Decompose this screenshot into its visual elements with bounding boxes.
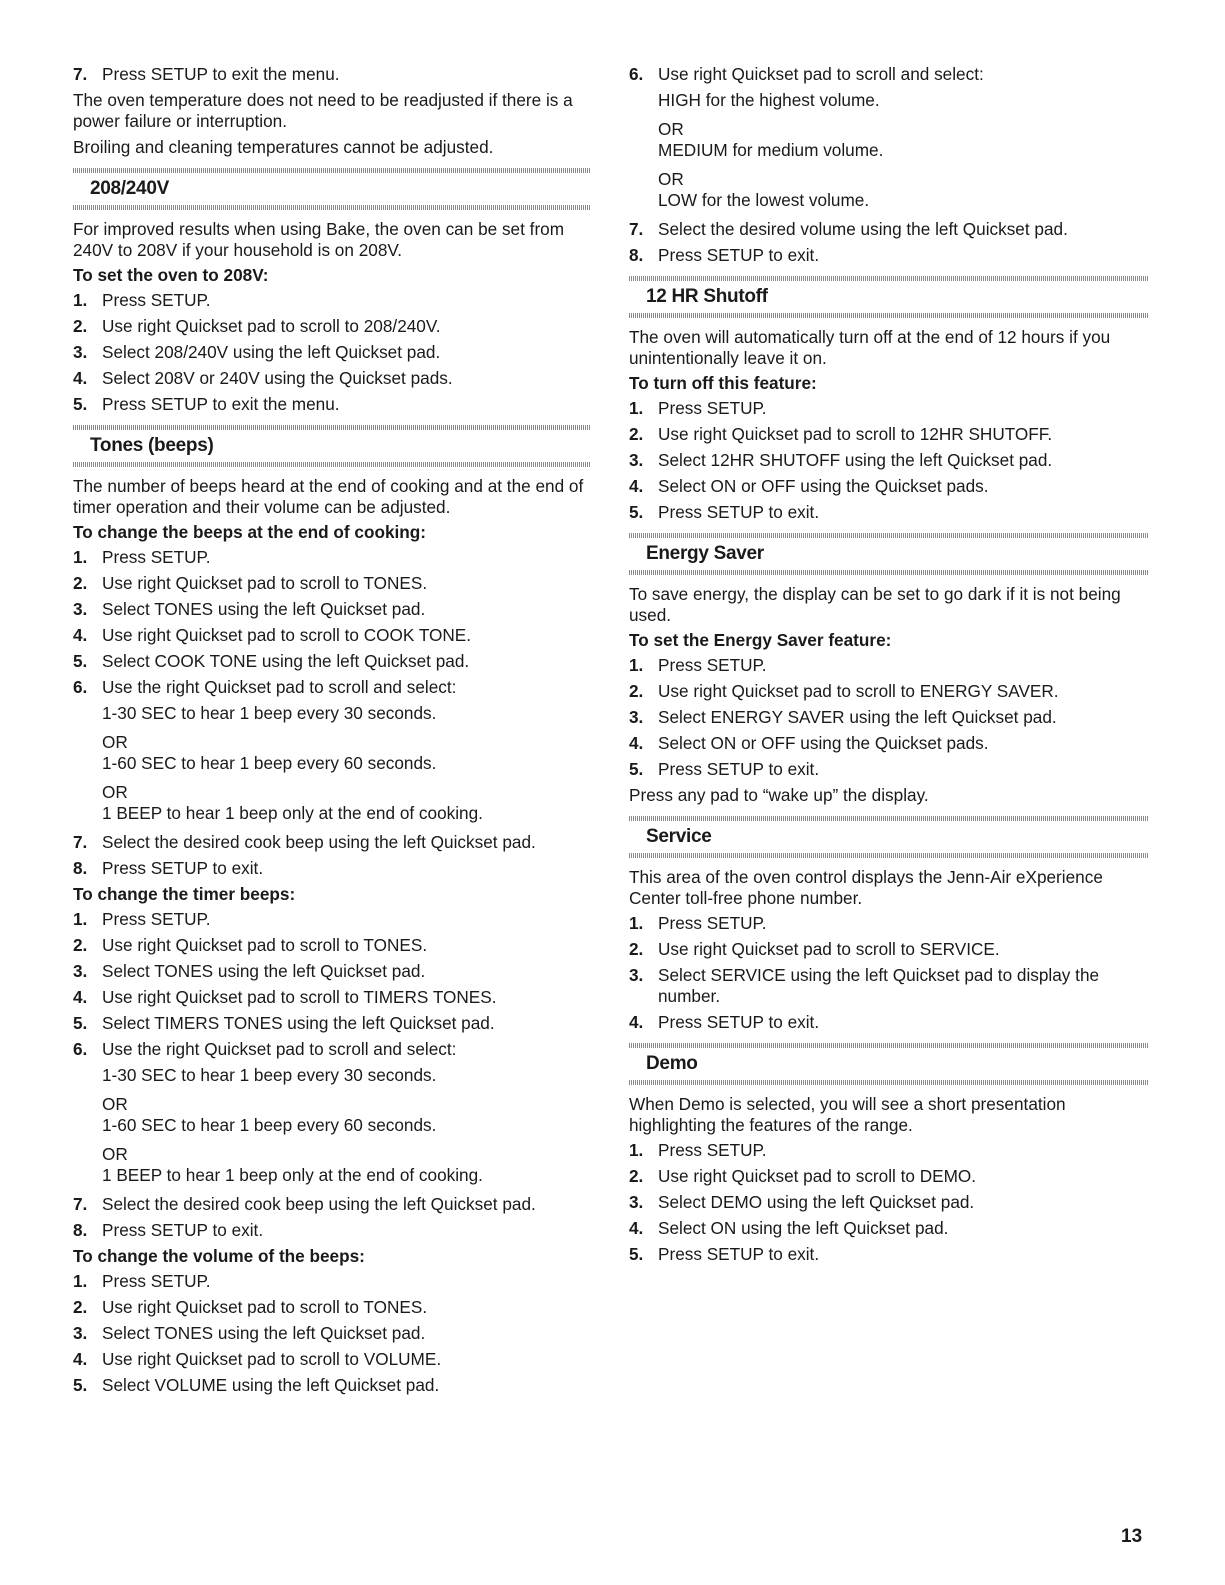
- subheading: To change the beeps at the end of cooking:: [73, 522, 427, 542]
- step-number: 5.: [73, 651, 88, 671]
- step-text: Select TONES using the left Quickset pad.: [102, 961, 426, 981]
- step-text: Press SETUP to exit.: [658, 502, 820, 522]
- option-item: [658, 169, 1149, 211]
- step-number: 5.: [629, 759, 644, 779]
- section-intro: This area of the oven control displays the Jenn-Air eXperience Center toll-free phone number.: [629, 867, 1103, 908]
- step-number: 3.: [73, 1323, 88, 1343]
- step-text: Select 208V or 240V using the Quickset pads.: [102, 368, 453, 388]
- step-text: Press SETUP.: [102, 290, 211, 310]
- list-item: [73, 1039, 591, 1060]
- list-item: [73, 625, 591, 646]
- step-number: 7.: [73, 1194, 88, 1214]
- step-text: Use right Quickset pad to scroll to DEMO.: [658, 1166, 977, 1186]
- list-item: [73, 935, 591, 956]
- list-item: [629, 1140, 1149, 1161]
- step-number: 2.: [629, 424, 644, 444]
- step-number: 7.: [73, 64, 88, 84]
- step-number: 3.: [629, 965, 644, 985]
- list-item: [629, 398, 1149, 419]
- divider: [629, 313, 1149, 318]
- step-number: 1.: [73, 547, 88, 567]
- step-text: Use right Quickset pad to scroll to TONES.: [102, 1297, 428, 1317]
- section-intro: To save energy, the display can be set to go dark if it is not being used.: [629, 584, 1121, 625]
- list-item: [629, 476, 1149, 497]
- divider: [629, 1080, 1149, 1085]
- list-item: [629, 502, 1149, 523]
- option-item: [102, 782, 591, 824]
- step-number: 5.: [629, 1244, 644, 1264]
- step-number: 4.: [73, 987, 88, 1007]
- list-item: [73, 1349, 591, 1370]
- step-number: 3.: [629, 1192, 644, 1212]
- subheading: To turn off this feature:: [629, 373, 817, 393]
- step-text: Select TONES using the left Quickset pad.: [102, 1323, 426, 1343]
- step-text: Press SETUP.: [658, 1140, 767, 1160]
- option-text: 1-30 SEC to hear 1 beep every 30 seconds.: [102, 1065, 437, 1085]
- step-number: 3.: [73, 599, 88, 619]
- list-item: [73, 1271, 591, 1292]
- or-label: OR: [102, 1094, 128, 1114]
- option-text: 1-60 SEC to hear 1 beep every 60 seconds.: [102, 753, 437, 773]
- page-number: 13: [1121, 1526, 1143, 1547]
- option-item: [102, 1144, 591, 1186]
- step-number: 1.: [629, 913, 644, 933]
- section-header-demo: [629, 1043, 1149, 1085]
- step-text: Select ENERGY SAVER using the left Quickset pad.: [658, 707, 1057, 727]
- paragraph: Broiling and cleaning temperatures cannot be adjusted.: [73, 137, 494, 157]
- list-item: [73, 1194, 591, 1215]
- step-number: 3.: [629, 450, 644, 470]
- step-text: Use the right Quickset pad to scroll and select:: [102, 677, 457, 697]
- step-text: Select COOK TONE using the left Quickset pad.: [102, 651, 470, 671]
- step-number: 3.: [73, 342, 88, 362]
- step-text: Use right Quickset pad to scroll to TONES.: [102, 935, 428, 955]
- list-item: [629, 733, 1149, 754]
- list-item: [629, 965, 1149, 1007]
- list-item: [73, 290, 591, 311]
- list-item: [73, 1013, 591, 1034]
- step-number: 1.: [73, 1271, 88, 1291]
- step-number: 2.: [629, 939, 644, 959]
- step-text: Use right Quickset pad to scroll to TONES.: [102, 573, 428, 593]
- step-text: Select SERVICE using the left Quickset pad to display the number.: [658, 965, 1100, 1006]
- step-text: Select the desired volume using the left Quickset pad.: [658, 219, 1068, 239]
- or-label: OR: [658, 119, 684, 139]
- step-text: Use the right Quickset pad to scroll and select:: [102, 1039, 457, 1059]
- step-text: Press SETUP.: [658, 398, 767, 418]
- list-item: [73, 573, 591, 594]
- step-number: 4.: [73, 368, 88, 388]
- list-item: [73, 342, 591, 363]
- divider: [73, 205, 591, 210]
- section-header-service: [629, 816, 1149, 858]
- list-item: [73, 858, 591, 879]
- step-number: 1.: [73, 290, 88, 310]
- divider: [629, 570, 1149, 575]
- step-number: 1.: [629, 398, 644, 418]
- right-column: [629, 64, 1149, 1270]
- step-number: 4.: [629, 1218, 644, 1238]
- list-item: [73, 651, 591, 672]
- step-number: 4.: [73, 625, 88, 645]
- step-number: 5.: [73, 394, 88, 414]
- step-text: Use right Quickset pad to scroll to VOLUME.: [102, 1349, 442, 1369]
- step-number: 2.: [629, 1166, 644, 1186]
- step-number: 5.: [73, 1013, 88, 1033]
- step-text: Use right Quickset pad to scroll and select:: [658, 64, 984, 84]
- section-intro: The number of beeps heard at the end of cooking and at the end of timer operation and their volume can be adjusted.: [73, 476, 584, 517]
- step-number: 8.: [73, 858, 88, 878]
- list-item: [629, 219, 1149, 240]
- list-item: [73, 394, 591, 415]
- step-number: 5.: [629, 502, 644, 522]
- step-text: Select the desired cook beep using the left Quickset pad.: [102, 1194, 536, 1214]
- step-text: Press SETUP.: [102, 909, 211, 929]
- or-label: OR: [102, 732, 128, 752]
- subheading: To set the Energy Saver feature:: [629, 630, 892, 650]
- section-header-12hr-shutoff: [629, 276, 1149, 318]
- step-text: Use right Quickset pad to scroll to ENERGY SAVER.: [658, 681, 1059, 701]
- option-text: MEDIUM for medium volume.: [658, 140, 884, 160]
- section-title: 208/240V: [90, 178, 169, 199]
- list-item: [73, 987, 591, 1008]
- step-text: Select TIMERS TONES using the left Quickset pad.: [102, 1013, 495, 1033]
- step-text: Use right Quickset pad to scroll to COOK TONE.: [102, 625, 472, 645]
- step-number: 4.: [629, 1012, 644, 1032]
- step-number: 5.: [73, 1375, 88, 1395]
- list-item: [73, 1323, 591, 1344]
- step-number: 6.: [73, 677, 88, 697]
- step-number: 4.: [73, 1349, 88, 1369]
- step-text: Select ON using the left Quickset pad.: [658, 1218, 949, 1238]
- step-text: Press SETUP.: [102, 1271, 211, 1291]
- section-title: Energy Saver: [646, 543, 764, 564]
- step-number: 2.: [73, 573, 88, 593]
- step-number: 4.: [629, 733, 644, 753]
- option-text: LOW for the lowest volume.: [658, 190, 870, 210]
- step-text: Press SETUP to exit the menu.: [102, 64, 340, 84]
- step-text: Select ON or OFF using the Quickset pads.: [658, 476, 989, 496]
- section-intro: The oven will automatically turn off at the end of 12 hours if you unintentionally leave it on.: [629, 327, 1111, 368]
- list-item: [629, 707, 1149, 728]
- paragraph: The oven temperature does not need to be readjusted if there is a power failure or interruption.: [73, 90, 573, 131]
- or-label: OR: [102, 1144, 128, 1164]
- step-text: Select ON or OFF using the Quickset pads.: [658, 733, 989, 753]
- steps-list: [73, 290, 591, 415]
- step-number: 4.: [629, 476, 644, 496]
- list-item: [73, 1375, 591, 1396]
- subheading: To change the volume of the beeps:: [73, 1246, 365, 1266]
- step-number: 6.: [73, 1039, 88, 1059]
- section-title: Service: [646, 826, 712, 847]
- step-number: 1.: [629, 1140, 644, 1160]
- section-intro: When Demo is selected, you will see a short presentation highlighting the features of the range.: [629, 1094, 1066, 1135]
- step-text: Select VOLUME using the left Quickset pad.: [102, 1375, 440, 1395]
- step-text: Press SETUP to exit the menu.: [102, 394, 340, 414]
- left-column: [73, 64, 591, 1401]
- step-text: Press SETUP to exit.: [102, 858, 264, 878]
- list-item: [629, 681, 1149, 702]
- step-text: Press SETUP to exit.: [658, 1244, 820, 1264]
- step-text: Press SETUP.: [658, 913, 767, 933]
- step-text: Select 208/240V using the left Quickset pad.: [102, 342, 441, 362]
- or-label: OR: [102, 782, 128, 802]
- list-item: [73, 316, 591, 337]
- list-item: [73, 1297, 591, 1318]
- step-number: 7.: [73, 832, 88, 852]
- paragraph: Press any pad to “wake up” the display.: [629, 785, 929, 805]
- section-header-tones: [73, 425, 591, 467]
- option-item: [658, 119, 1149, 161]
- list-item: [629, 450, 1149, 471]
- option-text: 1 BEEP to hear 1 beep only at the end of cooking.: [102, 803, 483, 823]
- step-number: 2.: [73, 935, 88, 955]
- list-item: [629, 759, 1149, 780]
- list-item: [73, 1220, 591, 1241]
- list-item: [73, 832, 591, 853]
- list-item: [73, 961, 591, 982]
- list-item: [73, 599, 591, 620]
- option-item: [102, 732, 591, 774]
- option-text: 1 BEEP to hear 1 beep only at the end of cooking.: [102, 1165, 483, 1185]
- step-number: 2.: [73, 316, 88, 336]
- step-text: Select TONES using the left Quickset pad.: [102, 599, 426, 619]
- step-text: Use right Quickset pad to scroll to 12HR SHUTOFF.: [658, 424, 1053, 444]
- section-header-energy-saver: [629, 533, 1149, 575]
- divider: [629, 853, 1149, 858]
- step-text: Press SETUP to exit.: [658, 759, 820, 779]
- step-text: Press SETUP to exit.: [658, 1012, 820, 1032]
- step-number: 7.: [629, 219, 644, 239]
- list-item: [629, 1192, 1149, 1213]
- list-item: [629, 424, 1149, 445]
- list-item: [73, 64, 591, 85]
- list-item: [73, 547, 591, 568]
- list-item: [629, 1012, 1149, 1033]
- step-text: Press SETUP.: [658, 655, 767, 675]
- subheading: To set the oven to 208V:: [73, 265, 269, 285]
- option-item: [102, 1094, 591, 1136]
- step-number: 8.: [629, 245, 644, 265]
- subheading: To change the timer beeps:: [73, 884, 296, 904]
- step-text: Use right Quickset pad to scroll to TIMERS TONES.: [102, 987, 497, 1007]
- list-item: [629, 1244, 1149, 1265]
- step-text: Select 12HR SHUTOFF using the left Quickset pad.: [658, 450, 1053, 470]
- step-number: 1.: [629, 655, 644, 675]
- list-item: [73, 677, 591, 698]
- list-item: [73, 909, 591, 930]
- list-item: [629, 1166, 1149, 1187]
- step-number: 3.: [73, 961, 88, 981]
- option-text: HIGH for the highest volume.: [658, 90, 880, 110]
- step-number: 1.: [73, 909, 88, 929]
- option-item: [102, 1065, 591, 1086]
- step-text: Select the desired cook beep using the left Quickset pad.: [102, 832, 536, 852]
- step-number: 2.: [629, 681, 644, 701]
- section-intro: For improved results when using Bake, the oven can be set from 240V to 208V if your household is on 208V.: [73, 219, 565, 260]
- step-number: 2.: [73, 1297, 88, 1317]
- option-item: [102, 703, 591, 724]
- option-text: 1-60 SEC to hear 1 beep every 60 seconds.: [102, 1115, 437, 1135]
- list-item: [629, 913, 1149, 934]
- list-item: [629, 655, 1149, 676]
- list-item: [629, 64, 1149, 85]
- list-item: [73, 368, 591, 389]
- list-item: [629, 1218, 1149, 1239]
- or-label: OR: [658, 169, 684, 189]
- step-text: Use right Quickset pad to scroll to SERVICE.: [658, 939, 1000, 959]
- step-number: 8.: [73, 1220, 88, 1240]
- step-text: Use right Quickset pad to scroll to 208/240V.: [102, 316, 441, 336]
- step-text: Select DEMO using the left Quickset pad.: [658, 1192, 975, 1212]
- section-title: Tones (beeps): [90, 435, 214, 456]
- option-text: 1-30 SEC to hear 1 beep every 30 seconds.: [102, 703, 437, 723]
- divider: [73, 462, 591, 467]
- step-text: Press SETUP.: [102, 547, 211, 567]
- section-header-208-240v: [73, 168, 591, 210]
- step-number: 6.: [629, 64, 644, 84]
- list-item: [629, 245, 1149, 266]
- section-title: Demo: [646, 1053, 698, 1074]
- option-item: [658, 90, 1149, 111]
- section-title: 12 HR Shutoff: [646, 286, 768, 307]
- list-item: [629, 939, 1149, 960]
- step-number: 3.: [629, 707, 644, 727]
- step-text: Press SETUP to exit.: [102, 1220, 264, 1240]
- step-text: Press SETUP to exit.: [658, 245, 820, 265]
